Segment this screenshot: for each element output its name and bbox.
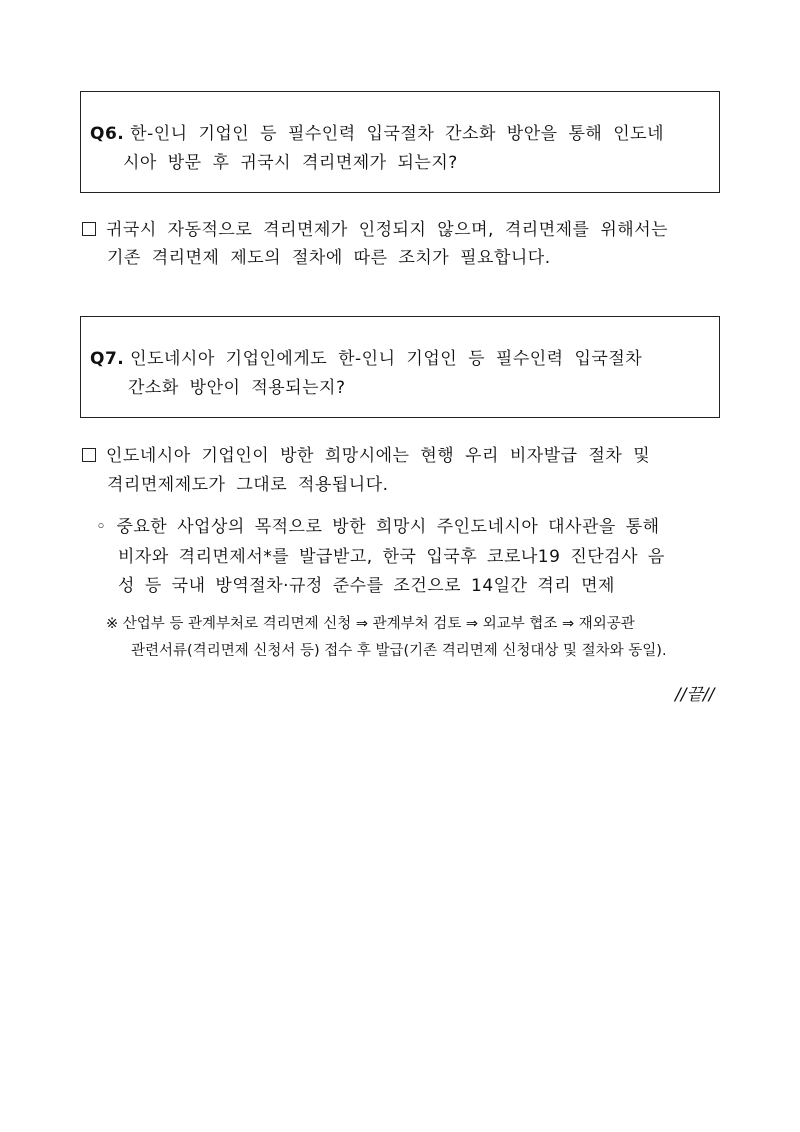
q7-text-2: 간소화 방안이 적용되는지? xyxy=(128,378,346,398)
q6-text-1: 한-인니 기업인 등 필수인력 입국절차 간소화 방안을 통해 인도네 xyxy=(130,124,664,144)
a7-text-2: 격리면제제도가 그대로 적용됩니다. xyxy=(107,475,389,495)
a7-sub-line-1 xyxy=(96,512,660,537)
a7-note-text-1: 산업부 등 관계부처로 격리면제 신청 ⇒ 관계부처 검토 ⇒ 외교부 협조 ⇒ 재외공관 xyxy=(122,616,635,632)
checkbox-bullet-icon xyxy=(82,448,96,462)
a7-sub-text-3: 성 등 국내 방역절차·규정 준수를 조건으로 14일간 격리 면제 xyxy=(118,576,615,596)
q6-line-1 xyxy=(90,119,664,144)
a7-sub-text-2: 비자와 격리면제서*를 발급받고, 한국 입국후 코로나19 진단검사 음 xyxy=(118,547,665,567)
a7-note-text-2: 관련서류(격리면제 신청서 등) 접수 후 발급(기존 격리면제 신청대상 및 절차와 동일). xyxy=(131,643,667,659)
q7-line-1 xyxy=(90,344,642,369)
q6-box xyxy=(80,91,720,193)
q6-label: Q6. xyxy=(90,124,125,144)
a6-line-1 xyxy=(82,215,668,240)
q7-label: Q7. xyxy=(90,349,125,369)
a7-sub-text-1: 중요한 사업상의 목적으로 방한 희망시 주인도네시아 대사관을 통해 xyxy=(116,517,660,537)
a7-text-1: 인도네시아 기업인이 방한 희망시에는 현행 우리 비자발급 절차 및 xyxy=(106,446,651,466)
q6-text-2: 시아 방문 후 귀국시 격리면제가 되는지? xyxy=(123,153,458,173)
q7-text-1: 인도네시아 기업인에게도 한-인니 기업인 등 필수인력 입국절차 xyxy=(130,349,643,369)
circle-bullet-icon: ◦ xyxy=(96,517,107,537)
a6-text-1: 귀국시 자동적으로 격리면제가 인정되지 않으며, 격리면제를 위해서는 xyxy=(106,220,669,240)
checkbox-bullet-icon xyxy=(82,222,96,236)
a7-note-line-1 xyxy=(106,612,635,633)
end-mark: //끝// xyxy=(675,685,715,705)
a6-text-2: 기존 격리면제 제도의 절차에 따른 조치가 필요합니다. xyxy=(107,248,551,268)
q7-box xyxy=(80,316,720,418)
reference-mark-icon: ※ xyxy=(106,616,119,632)
a7-line-1 xyxy=(82,441,650,466)
